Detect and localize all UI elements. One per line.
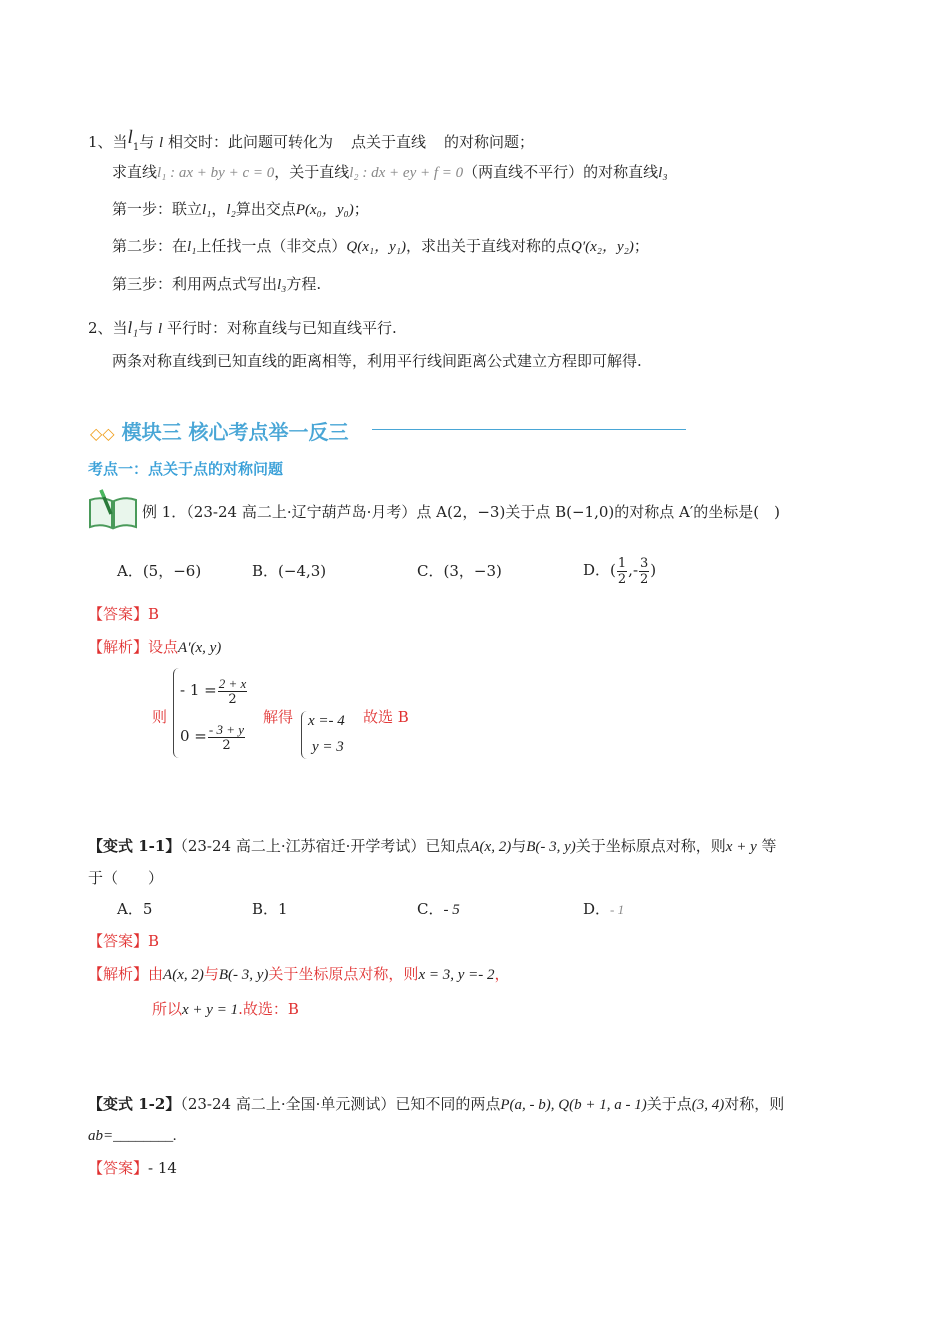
ex1-sol1: x =- 4	[308, 713, 345, 729]
ex1-eq2: 0 = $\frac{- 3 + y}{2}$	[180, 721, 245, 753]
v11-option-c[interactable]: C．- 5	[417, 900, 460, 918]
step1: 第一步：联立l₁，l₂算出交点P(x₀，y₀)；	[112, 200, 369, 218]
v11-option-b[interactable]: B．1	[252, 900, 288, 918]
fraction: $\frac{2 + x}{2}$	[218, 675, 247, 707]
ex1-option-c[interactable]: C．(3，−3)	[417, 562, 502, 580]
step2: 第二步：在l₁上任找一点（非交点）Q(x₁，y₁)，求出关于直线对称的点Q′(x₂，y₂)；	[112, 237, 649, 255]
ex1-question: 例 1．（23-24 高二上·辽宁葫芦岛·月考）点 A(2，−3)关于点 B(−1,0)的对称点 A′的坐标是( )	[142, 503, 780, 521]
system-brace	[173, 668, 180, 758]
ex1-answer: 【答案】B	[88, 605, 160, 623]
sec1-line2: 求直线l₁ : ax + by + c = 0，关于直线l₂ : dx + ey + f = 0（两直线不平行）的对称直线l₃	[112, 163, 668, 181]
sec2-line: 2、当l₁与 l 平行时：对称直线与已知直线平行.	[88, 318, 397, 337]
module-rule	[372, 429, 686, 430]
ex1-guxuan: 故选 B	[363, 708, 409, 726]
step3: 第三步：利用两点式写出l₃方程.	[112, 275, 322, 293]
v12-answer: 【答案】- 14	[88, 1159, 177, 1177]
v11-option-a[interactable]: A．5	[117, 900, 153, 918]
ex1-option-a[interactable]: A．(5，−6)	[117, 562, 202, 580]
v11-question-cont: 于（ ）	[88, 869, 164, 887]
kaodian-title: 考点一：点关于点的对称问题	[88, 460, 284, 478]
solution-brace	[301, 711, 307, 759]
sec1-line: 1、当$l_1$与 l 相交时：此问题可转化为 点关于直线 的对称问题；	[88, 127, 534, 153]
v12-question-cont: ab=________.	[88, 1128, 177, 1144]
ex1-analysis: 【解析】设点A′(x, y)	[88, 638, 222, 656]
ex1-option-d[interactable]: D．( $\frac{1}{2}$ ,- $\frac{3}{2}$ )	[583, 555, 657, 587]
v11-option-d[interactable]: D．- 1	[583, 900, 625, 918]
ex1-option-b[interactable]: B．(−4,3)	[252, 562, 327, 580]
book-pencil-icon	[87, 488, 139, 532]
diamond-icon: ◇◇	[90, 424, 115, 443]
v12-question: 【变式 1-2】（23-24 高二上·全国·单元测试）已知不同的两点P(a, - b), Q(b + 1, a - 1)关于点(3, 4)对称，则	[88, 1095, 785, 1113]
module-title: ◇◇ 模块三 核心考点举一反三	[90, 420, 349, 444]
v11-answer: 【答案】B	[88, 932, 160, 950]
v11-analysis-2: 所以x + y = 1.故选：B	[152, 1000, 299, 1018]
sec2-line2: 两条对称直线到已知直线的距离相等，利用平行线间距离公式建立方程即可解得.	[112, 352, 642, 370]
ex1-sol2: y = 3	[312, 739, 344, 755]
ex1-ze: 则	[152, 708, 168, 726]
ex1-jiede: 解得	[263, 708, 294, 726]
fraction: $\frac{- 3 + y}{2}$	[208, 721, 245, 753]
ex1-eq1: - 1 = $\frac{2 + x}{2}$	[180, 675, 247, 707]
fraction: $\frac{3}{2}$	[640, 555, 649, 587]
fraction: $\frac{1}{2}$	[617, 555, 627, 587]
v11-question: 【变式 1-1】（23-24 高二上·江苏宿迁·开学考试）已知点A(x, 2)与B(- 3, y)关于坐标原点对称，则x + y 等	[88, 837, 777, 855]
v11-analysis: 【解析】由A(x, 2)与B(- 3, y)关于坐标原点对称，则x = 3, y =- 2，	[88, 965, 510, 983]
